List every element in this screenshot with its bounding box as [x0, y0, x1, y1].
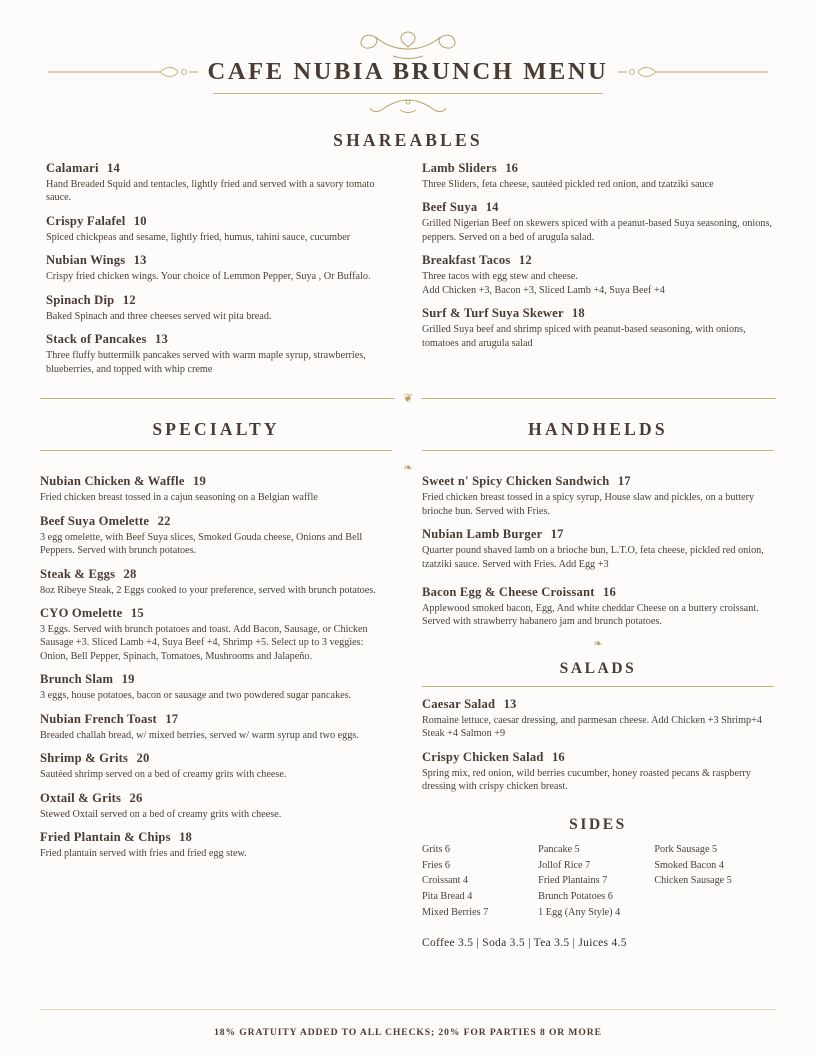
section-title-handhelds: HANDHELDS — [528, 419, 668, 440]
section-title-salads: SALADS — [559, 659, 637, 677]
footer-rule — [40, 1009, 776, 1010]
item-price: 17 — [165, 711, 179, 726]
item-price: 14 — [107, 161, 121, 175]
mini-flourish-icon: ❧ — [403, 462, 413, 475]
item-name-row — [40, 751, 392, 766]
item-description: Hand Breaded Squid and tentacles, lightly fried and served with a savory tomato sauce. — [46, 179, 375, 204]
menu-item — [422, 200, 774, 244]
item-price: 16 — [602, 584, 616, 599]
handhelds-column — [422, 474, 774, 949]
salads-flourish-icon: ❧ — [593, 637, 603, 650]
item-name: Lamb Sliders — [422, 161, 497, 175]
item-price: 14 — [485, 200, 499, 215]
left-rule-icon — [48, 64, 198, 80]
specialty-rule — [40, 450, 392, 451]
item-name: Fried Plantain & Chips — [40, 830, 171, 845]
item-name: Beef Suya — [422, 200, 478, 215]
item-name: Brunch Slam — [40, 672, 114, 687]
item-name: Breakfast Tacos — [422, 253, 511, 268]
section-divider — [40, 391, 776, 405]
item-name-row — [40, 712, 392, 727]
item-name-row — [40, 567, 392, 582]
handhelds-rule — [422, 450, 774, 451]
menu-item — [46, 253, 392, 283]
item-description: Romaine lettuce, caesar dressing, and parmesan cheese. Add Chicken +3 Shrimp+4 Steak +4 Salmon +9 — [422, 714, 762, 740]
page-title: CAFE NUBIA BRUNCH MENU — [207, 58, 609, 85]
shareables-right-column — [422, 161, 774, 385]
menu-item — [40, 606, 392, 663]
item-name-row — [40, 514, 392, 529]
item-price: 12 — [122, 292, 136, 307]
item-price: 17 — [550, 527, 564, 542]
item-name-row — [422, 200, 774, 215]
section-title-shareables: SHAREABLES — [333, 130, 483, 150]
item-name-row — [46, 332, 392, 347]
item-description: 3 egg omelette, with Beef Suya slices, Smoked Gouda cheese, Onions and Bell Peppers. Served with brunch potatoes. — [40, 531, 363, 557]
item-name: Shrimp & Grits — [40, 751, 129, 766]
side-item: Fries 6 — [422, 859, 451, 871]
side-item: Mixed Berries 7 — [422, 906, 489, 918]
ornamental-flourish-bottom-icon — [348, 96, 468, 118]
sides-column-3 — [654, 842, 770, 921]
item-price: 28 — [123, 566, 137, 581]
side-item: Pork Sausage 5 — [654, 843, 718, 855]
item-name-row — [46, 214, 392, 229]
item-description: Fried chicken breast tossed in a cajun seasoning on a Belgian waffle — [40, 492, 318, 504]
item-name: Stack of Pancakes — [46, 332, 147, 347]
item-name: Calamari — [46, 161, 99, 175]
side-item: Grits 6 — [422, 843, 451, 855]
item-price: 20 — [136, 751, 150, 766]
item-description: Crispy fried chicken wings. Your choice of Lemmon Pepper, Suya , Or Buffalo. — [46, 271, 371, 283]
title-underline — [213, 93, 603, 94]
item-name: Steak & Eggs — [40, 566, 116, 581]
item-name-row — [40, 791, 392, 806]
item-price: 12 — [518, 253, 532, 268]
menu-item — [40, 791, 392, 821]
menu-item — [46, 293, 392, 323]
item-price: 13 — [155, 332, 169, 347]
item-price: 15 — [130, 605, 144, 620]
item-name-row — [422, 306, 774, 321]
item-price: 22 — [157, 513, 171, 528]
item-name: Beef Suya Omelette — [40, 513, 150, 528]
section-title-sides: SIDES — [569, 815, 627, 833]
item-description: Fried plantain served with fries and fried egg stew. — [40, 848, 247, 860]
drinks-line: Coffee 3.5 | Soda 3.5 | Tea 3.5 | Juices 4.5 — [422, 936, 627, 949]
item-description: Three tacos with egg stew and cheese. Add Chicken +3, Bacon +3, Sliced Lamb +4, Suya Beef +4 — [422, 271, 665, 296]
item-description: Sautéed shrimp served on a bed of creamy grits with cheese. — [40, 769, 287, 781]
menu-item — [422, 253, 774, 297]
menu-item — [40, 751, 392, 781]
item-name: Spinach Dip — [46, 292, 115, 307]
item-name: Crispy Falafel — [46, 213, 126, 228]
side-item: Smoked Bacon 4 — [654, 859, 724, 871]
menu-header — [40, 22, 776, 118]
item-description: Three fluffy buttermilk pancakes served with warm maple syrup, strawberries, blueberries, and topped with whip creme — [46, 350, 366, 375]
item-price: 16 — [551, 749, 565, 764]
item-description: Spring mix, red onion, wild berries cucumber, honey roasted pecans & raspberry dressing with crispy chicken breast. — [422, 767, 751, 793]
side-item: Fried Plantains 7 — [538, 875, 608, 887]
sides-column-2 — [538, 842, 654, 921]
menu-item — [46, 214, 392, 244]
item-price: 18 — [179, 830, 193, 845]
item-name: Bacon Egg & Cheese Croissant — [422, 584, 595, 599]
item-name: Surf & Turf Suya Skewer — [422, 306, 564, 321]
item-name: CYO Omelette — [40, 605, 123, 620]
item-description: Baked Spinach and three cheeses served wit pita bread. — [46, 310, 272, 322]
menu-item — [422, 161, 774, 191]
item-price: 13 — [503, 696, 517, 711]
specialty-column — [40, 474, 392, 949]
item-name-row — [46, 161, 392, 176]
item-name: Oxtail & Grits — [40, 790, 122, 805]
item-name-row — [40, 474, 392, 489]
item-name-row — [422, 697, 774, 712]
item-name: Nubian Chicken & Waffle — [40, 474, 185, 489]
menu-item — [40, 474, 392, 504]
item-price: 18 — [571, 306, 585, 321]
item-name: Nubian Lamb Burger — [422, 527, 543, 542]
menu-item — [40, 672, 392, 702]
item-name-row — [46, 253, 392, 268]
item-name-row — [422, 253, 774, 268]
menu-item — [46, 332, 392, 376]
item-name: Sweet n' Spicy Chicken Sandwich — [422, 474, 610, 489]
menu-item — [422, 697, 774, 741]
item-price: 19 — [193, 474, 207, 489]
item-name-row — [40, 672, 392, 687]
section-title-specialty: SPECIALTY — [152, 419, 280, 440]
footer-note: 18% GRATUITY ADDED TO ALL CHECKS; 20% FOR PARTIES 8 OR MORE — [214, 1027, 602, 1038]
item-name-row — [46, 293, 392, 308]
item-description: 3 Eggs. Served with brunch potatoes and toast. Add Bacon, Sausage, or Chicken Sausage +3. Sliced Lamb +4, Suya Beef +4, Shrimp +5. Select up to 3 veggies: Onion, Bell Pepper, Spinach, Tomatoes, Mushrooms and Jalapeño. — [40, 623, 368, 662]
item-name: Crispy Chicken Salad — [422, 749, 544, 764]
side-item: Pancake 5 — [538, 843, 580, 855]
item-description: 3 eggs, house potatoes, bacon or sausage and two powdered sugar pancakes. — [40, 690, 352, 702]
item-name-row — [40, 830, 392, 845]
item-name-row — [422, 474, 774, 489]
menu-item — [40, 712, 392, 742]
ornamental-flourish-icon — [333, 26, 483, 62]
side-item: Croissant 4 — [422, 875, 469, 887]
side-item: 1 Egg (Any Style) 4 — [538, 906, 621, 918]
item-description: Fried chicken breast tossed in a spicy syrup, House slaw and pickles, on a buttery brioche bun. Served with Fries. — [422, 492, 755, 517]
menu-item — [422, 527, 774, 571]
item-price: 16 — [505, 161, 519, 175]
side-item: Chicken Sausage 5 — [654, 875, 732, 887]
side-item: Brunch Potatoes 6 — [538, 891, 613, 903]
item-description: 8oz Ribeye Steak, 2 Eggs cooked to your preference, served with brunch potatoes. — [40, 584, 376, 596]
menu-item — [40, 830, 392, 860]
item-description: Applewood smoked bacon, Egg, And white cheddar Cheese on a buttery croissant. Served with strawberry habanero jam and brunch potatoes. — [422, 602, 759, 628]
item-description: Stewed Oxtail served on a bed of creamy grits with cheese. — [40, 808, 282, 820]
sides-column-1 — [422, 842, 538, 921]
menu-item — [40, 567, 392, 597]
item-name-row — [422, 527, 774, 542]
right-rule-icon — [618, 64, 768, 80]
menu-item — [422, 306, 774, 350]
menu-item — [46, 161, 392, 205]
item-description: Three Sliders, feta cheese, sautéed pickled red onion, and tzatziki sauce — [422, 179, 714, 190]
item-price: 10 — [133, 213, 147, 228]
item-description: Spiced chickpeas and sesame, lightly fried, humus, tahini sauce, cucumber — [46, 231, 351, 243]
item-name-row — [422, 585, 774, 600]
item-description: Breaded challah bread, w/ mixed berries, served w/ warm syrup and two eggs. — [40, 729, 359, 741]
side-item: Jollof Rice 7 — [538, 859, 591, 871]
item-name-row — [40, 606, 392, 621]
item-name: Nubian French Toast — [40, 711, 157, 726]
shareables-left-column — [40, 161, 392, 385]
item-price: 26 — [129, 790, 143, 805]
specialty-handhelds-heading-row — [40, 407, 776, 461]
item-name: Nubian Wings — [46, 253, 126, 268]
main-columns — [40, 474, 776, 949]
item-price: 17 — [617, 474, 631, 489]
item-description: Grilled Suya beef and shrimp spiced with peanut-based seasoning, with onions, tomatoes and arugula salad — [422, 324, 746, 349]
menu-item — [422, 585, 774, 629]
item-name-row — [422, 750, 774, 765]
item-name-row — [422, 161, 774, 176]
menu-item — [422, 750, 774, 794]
salads-rule — [422, 686, 774, 687]
side-item: Pita Bread 4 — [422, 891, 473, 903]
shareables-columns — [40, 161, 776, 385]
menu-item — [40, 514, 392, 558]
item-description: Grilled Nigerian Beef on skewers spiced with a peanut-based Suya seasoning, onions, peppers. Served on a bed of arugula salad. — [422, 218, 772, 243]
menu-item — [422, 474, 774, 518]
sides-grid — [422, 842, 774, 921]
item-price: 13 — [133, 253, 147, 268]
divider-ornament-icon: ❦ — [395, 391, 421, 405]
item-price: 19 — [121, 672, 135, 687]
item-name: Caesar Salad — [422, 696, 496, 711]
item-description: Quarter pound shaved lamb on a brioche bun, L.T.O, feta cheese, pickled red onion, tzatziki sauce. Served with Fries. Add Egg +3 — [422, 545, 764, 570]
